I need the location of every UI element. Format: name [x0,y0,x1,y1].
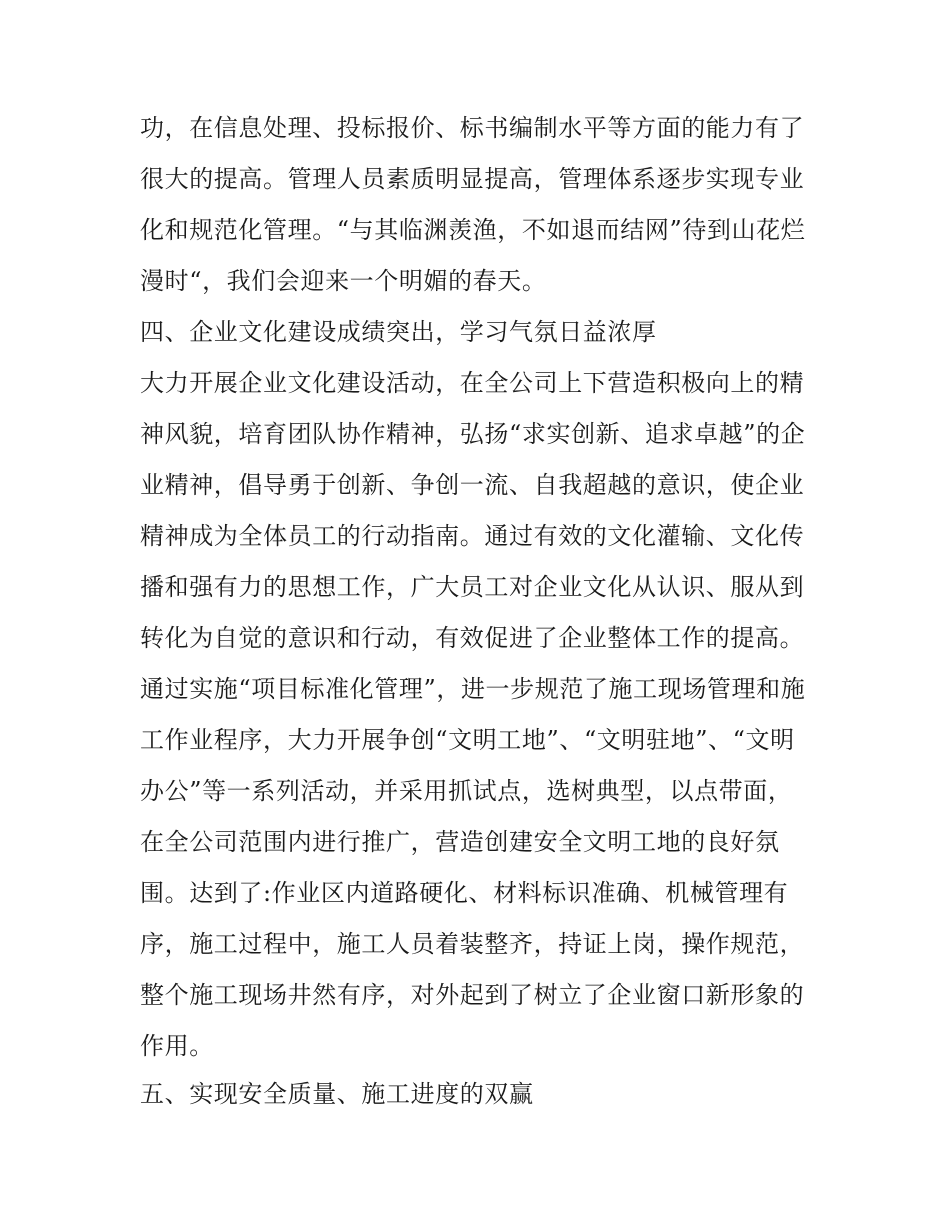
text-line: 业精神，倡导勇于创新、争创一流、自我超越的意识，使企业 [140,471,805,499]
text-line: 功，在信息处理、投标报价、标书编制水平等方面的能力有了 [140,114,805,142]
text-line: 化和规范化管理。“与其临渊羡渔，不如退而结网”待到山花烂 [140,216,806,244]
text-line: 很大的提高。管理人员素质明显提高，管理体系逐步实现专业 [140,165,805,193]
text-line: 序，施工过程中，施工人员着装整齐，持证上岗，操作规范， [140,930,805,958]
text-line: 围。达到了:作业区内道路硬化、材料标识准确、机械管理有 [140,879,789,907]
text-line: 作用。 [140,1032,214,1060]
text-line: 办公”等一系列活动，并采用抓试点，选树典型，以点带面， [140,777,793,805]
text-line: 转化为自觉的意识和行动，有效促进了企业整体工作的提高。 [140,624,805,652]
section-heading: 四、企业文化建设成绩突出，学习气氛日益浓厚 [140,318,657,346]
text-line: 通过实施“项目标准化管理”，进一步规范了施工现场管理和施 [140,675,806,703]
text-line: 播和强有力的思想工作，广大员工对企业文化从认识、服从到 [140,573,805,601]
section-heading: 五、实现安全质量、施工进度的双赢 [140,1080,534,1108]
text-line: 工作业程序，大力开展争创“文明工地”、“文明驻地”、“文明 [140,726,795,754]
text-line: 精神成为全体员工的行动指南。通过有效的文化灌输、文化传 [140,522,805,550]
text-line: 在全公司范围内进行推广，营造创建安全文明工地的良好氛 [140,828,780,856]
text-line: 大力开展企业文化建设活动，在全公司上下营造积极向上的精 [140,369,805,397]
text-line: 神风貌，培育团队协作精神，弘扬“求实创新、追求卓越”的企 [140,420,806,448]
text-line: 漫时“，我们会迎来一个明媚的春天。 [140,267,547,295]
text-line: 整个施工现场井然有序，对外起到了树立了企业窗口新形象的 [140,981,805,1009]
